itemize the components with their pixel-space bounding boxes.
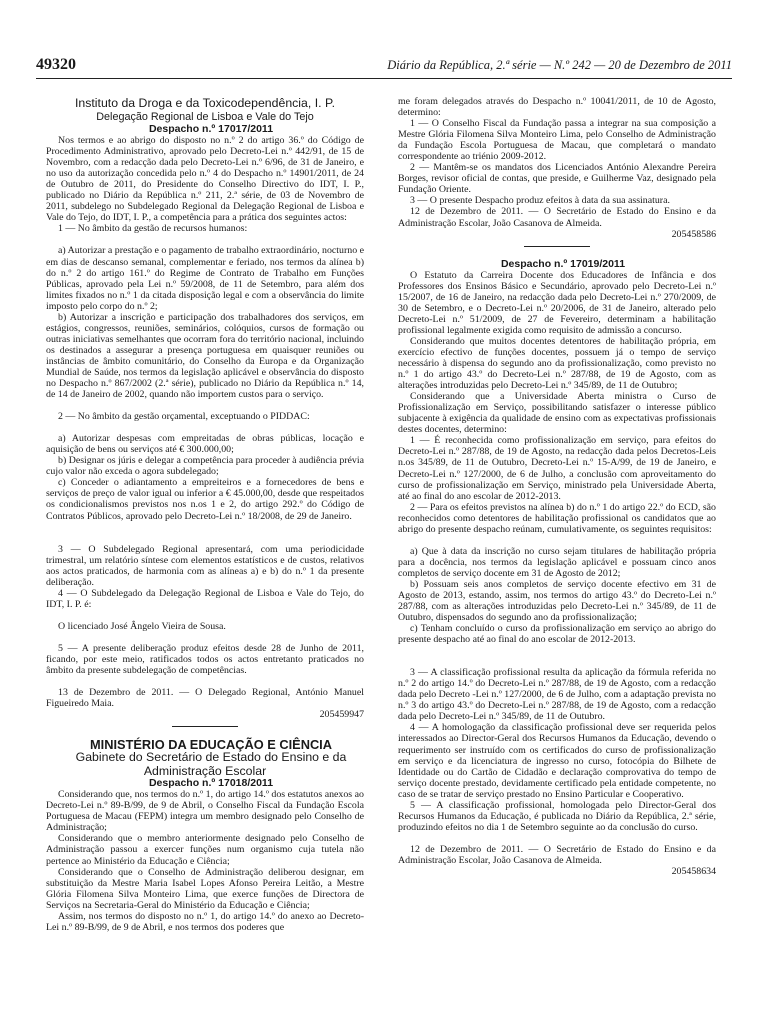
institute-heading: Instituto da Droga e da Toxicodependência, I. P.	[74, 96, 335, 110]
paragraph: Considerando que muitos docentes detentores de habilitação própria, em exercício efectivo de funções docentes, possuem já o tempo de serviço necessário à dispensa do segundo ano da profissionalização, como previsto no n.º 1 do artigo 43.º do Decreto-Lei n.º 287/88, de 19 de Agosto, com as alterações introduzidas pelo Decreto-Lei n.º 345/89, de 11 de Outubro;	[398, 335, 716, 392]
publication-code: 205458634	[671, 866, 716, 877]
paragraph: 1 — O Conselho Fiscal da Fundação passa a integrar na sua composição a Mestre Glória Filomena Silva Monteiro Lima, pelo Conselho de Administração da Fundação Escola Portuguesa de Macau, que completará o mandato correspondente ao triénio 2009-2012.	[398, 118, 716, 163]
paragraph: 5 — A classificação profissional, homologada pelo Director-Geral dos Recursos Humanos da Educação, é publicada no Diário da República, 2.ª série, produzindo efeitos no dia 1 de Setembro seguinte ao da conclusão do curso.	[398, 799, 716, 833]
paragraph: a) Autorizar a prestação e o pagamento de trabalho extraordinário, nocturno e em dias de descanso semanal, complementar e feriado, nos termos da alínea b) do n.º 2 do artigo 161.º do Regime de Contrato de Trabalho em Funções Públicas, aprovado pela Lei n.º 59/2008, de 11 de Setembro, para além dos limites fixados no n.º 1 da citada disposição legal e com a observância do limite imposto pelo corpo do n.º 2;	[46, 245, 364, 312]
right-column	[398, 96, 716, 1020]
paragraph: Nos termos e ao abrigo do disposto no n.º 2 do artigo 36.º do Código de Procedimento Administrativo, aprovado pelo Decreto-Lei n.º 442/91, de 15 de Novembro, com a redacção dada pelo Decreto-Lei n.º 6/96, de 31 de Janeiro, e no uso da autorização concedida pelo n.º 4 do Despacho n.º 14901/2011, de 24 de Outubro de 2011, do Presidente do Conselho Directivo do IDT, I. P., publicado no Diário da República n.º 211, 2.ª série, de 03 de Novembro de 2011, subdelego no Subdelegado Regional da Delegação Regional de Lisboa e Vale do Tejo, do IDT, I. P., a competência para a prática dos seguintes actos:	[46, 135, 364, 224]
signature: 13 de Dezembro de 2011. — O Delegado Regional, António Manuel Figueiredo Maia.	[46, 687, 364, 710]
paragraph: 2 — Para os efeitos previstos na alínea b) do n.º 1 do artigo 22.º do ECD, são reconhecidos como detentores de habilitação profissional os candidatos que ao abrigo do presente despacho reúnam, cumulativamente, os seguintes requisitos:	[398, 501, 716, 535]
publication-code: 205459947	[319, 709, 364, 721]
paragraph: 4 — A homologação da classificação profissional deve ser requerida pelos interessados ao Director-Geral dos Recursos Humanos da Educação, devendo o requerimento ser instruído com os certificados do curso de profissionalização em serviço e da licenciatura de ingresso no curso, fotocópia do Bilhete de Identidade ou do Cartão de Cidadão e declaração comprovativa do tempo de serviço docente prestado, devidamente certificado pela entidade competente, no caso de se tratar de serviço prestado no Ensino Particular e Cooperativo.	[398, 722, 716, 800]
paragraph: a) Autorizar despesas com empreitadas de obras públicas, locação e aquisição de bens ou serviços até € 300.000,00;	[46, 433, 364, 456]
paragraph: 1 — É reconhecida como profissionalização em serviço, para efeitos do Decreto-Lei n.º 287/88, de 19 de Agosto, na redacção dada pelos Decretos-Leis n.os 345/89, de 11 de Outubro, Decreto-Lei n.º 15-A/99, de 19 de Janeiro, e Decreto-Lei n.º 127/2000, de 6 de Julho, a conclusão com aproveitamento do curso de profissionalização em Serviço, ministrado pela Universidade Aberta, até ao final do ano escolar de 2012-2013.	[398, 435, 716, 502]
paragraph: O licenciado José Ângelo Vieira de Sousa.	[58, 620, 226, 632]
paragraph: Considerando que, nos termos do n.º 1, do artigo 14.º dos estatutos anexos ao Decreto-Lei n.º 89-B/99, de 9 de Abril, o Conselho Fiscal da Fundação Escola Portuguesa de Macau (FEPM) integra um membro designado pelo Conselho de Administração;	[46, 789, 364, 834]
paragraph: Considerando que o membro anteriormente designado pelo Conselho de Administração passou a exercer funções num organismo cuja tutela não pertence ao Ministério da Educação e Ciência;	[46, 833, 364, 867]
paragraph: O Estatuto da Carreira Docente dos Educadores de Infância e dos Professores dos Ensinos Básico e Secundário, aprovado pelo Decreto-Lei n.º 15/2007, de 16 de Janeiro, na redacção dada pelo Decreto-Lei n.º 270/2009, de 30 de Setembro, e o Decreto-Lei n.º 20/2006, de 31 de Janeiro, alterado pelo Decreto-Lei n.º 51/2009, de 27 de Fevereiro, determinam a habilitação profissional legalmente exigida como requisito de admissão a concurso.	[398, 269, 716, 336]
section-divider	[172, 726, 238, 727]
paragraph: 3 — O Subdelegado Regional apresentará, com uma periodicidade trimestral, um relatório síntese com elementos estatísticos e de custos, relativos aos actos praticados, de harmonia com as alíneas a) e b) do n.º 1 da presente deliberação.	[46, 543, 364, 588]
running-header	[36, 56, 732, 79]
paragraph: 5 — A presente deliberação produz efeitos desde 28 de Junho de 2011, ficando, por este meio, ratificados todos os actos entretanto praticados no âmbito da presente subdelegação de competências.	[46, 642, 364, 676]
paragraph: c) Tenham concluído o curso da profissionalização em serviço ao abrigo do presente despacho até ao final do ano escolar de 2012-2013.	[398, 623, 716, 646]
paragraph: me foram delegados através do Despacho n.º 10041/2011, de 10 de Agosto, determino:	[398, 96, 716, 119]
paragraph: 2 — No âmbito da gestão orçamental, exceptuando o PIDDAC:	[58, 411, 310, 423]
publication-code: 205458586	[671, 228, 716, 240]
paragraph: b) Autorizar a inscrição e participação dos trabalhadores dos serviços, em estágios, congressos, reuniões, seminários, colóquios, cursos de formação ou outras iniciativas semelhantes que ocorram fora do território nacional, incluindo os destinados a assegurar a presença portuguesa em quaisquer reuniões ou instâncias de âmbito comunitário, do Conselho da Europa e da Organização Mundial de Saúde, nos termos da legislação aplicável e observância do disposto no Despacho n.º 867/2002 (2.ª série), publicado no Diário da República n.º 14, de 14 de Janeiro de 2002, quando não importem custos para o serviço.	[46, 311, 364, 401]
signature: 12 de Dezembro de 2011. — O Secretário de Estado do Ensino e da Administração Escolar, João Casanova de Almeida.	[398, 206, 716, 229]
paragraph: 2 — Mantêm-se os mandatos dos Licenciados António Alexandre Pereira Borges, revisor oficial de contas, que preside, e Guilherme Vaz, designado pela Fundação Oriente.	[398, 162, 716, 196]
journal-title: Diário da República, 2.ª série — N.º 242 — 20 de Dezembro de 2011	[387, 58, 732, 72]
paragraph: Assim, nos termos do disposto no n.º 1, do artigo 14.º do anexo ao Decreto-Lei n.º 89-B/99, de 9 de Abril, e nos termos dos poderes que	[46, 910, 364, 933]
paragraph: b) Designar os júris e delegar a competência para proceder à audiência prévia cujo valor não exceda o agora subdelegado;	[46, 455, 364, 478]
paragraph: 3 — A classificação profissional resulta da aplicação da fórmula referida no n.º 2 do artigo 14.º do Decreto-Lei n.º 287/88, de 19 de Agosto, com a redacção dada pelo Decreto -Lei n.º 127/2000, de 6 de Julho, com a adaptação prevista no n.º 3 do artigo 43.º do Decreto-Lei n.º 287/88, de 19 de Agosto, com a redacção dada pelo Decreto-Lei n.º 345/89, de 11 de Outubro.	[398, 667, 716, 723]
signature: 12 de Dezembro de 2011. — O Secretário de Estado do Ensino e da Administração Escolar, João Casanova de Almeida.	[398, 843, 716, 866]
left-column	[46, 96, 364, 1020]
despacho-title: Despacho n.º 17019/2011	[500, 257, 626, 270]
paragraph: 3 — O presente Despacho produz efeitos à data da sua assinatura.	[410, 195, 670, 207]
paragraph: Considerando que a Universidade Aberta ministra o Curso de Profissionalização em Serviço, possibilitando satisfazer o interesse público subjacente à exigência da qualidade de ensino com as expectativas profissionais destes docentes, determino:	[398, 391, 716, 436]
paragraph: 1 — No âmbito da gestão de recursos humanos:	[58, 223, 248, 235]
delegation-heading: Delegação Regional de Lisboa e Vale do Tejo	[96, 111, 314, 123]
paragraph: c) Conceder o adiantamento a empreiteiros e a fornecedores de bens e serviços de preço de valor igual ou inferior a € 45.000,00, desde que respeitados os condicionalismos previstos nos n.os 1 e 2, do artigo 292.º do Código de Contratos Públicos, aprovado pelo Decreto-Lei n.º 18/2008, de 29 de Janeiro.	[46, 477, 364, 522]
paragraph: a) Que à data da inscrição no curso sejam titulares de habilitação própria para a docência, nos termos da legislação aplicável e possuam cinco anos completos de serviço docente em 31 de Agosto de 2012;	[398, 545, 716, 579]
ministry-heading: MINISTÉRIO DA EDUCAÇÃO E CIÊNCIA	[90, 737, 332, 753]
paragraph: 4 — O Subdelegado da Delegação Regional de Lisboa e Vale do Tejo, do IDT, I. P. é:	[46, 587, 364, 610]
paragraph: Considerando que o Conselho de Administração deliberou designar, em substituição da Mestre Maria Isabel Lopes Afonso Pereira Leitão, a Mestre Glória Filomena Silva Monteiro Lima, que exerce funções de Directora de Serviços na Secretaria-Geral do Ministério da Educação e Ciência;	[46, 866, 364, 911]
section-divider	[524, 246, 590, 247]
paragraph: b) Possuam seis anos completos de serviço docente efectivo em 31 de Agosto de 2013, estando, assim, nos termos do artigo 43.º do Decreto-Lei n.º 287/88, com as alterações introduzidas pelo Decreto-Lei n.º 345/89, de 11 de Outubro, dispensados do segundo ano da profissionalização;	[398, 578, 716, 624]
despacho-title: Despacho n.º 17018/2011	[148, 777, 274, 790]
page-number: 49320	[36, 56, 76, 73]
cabinet-heading: Gabinete do Secretário de Estado do Ensino e da Administração Escolar	[75, 750, 347, 779]
despacho-title: Despacho n.º 17017/2011	[148, 123, 274, 135]
